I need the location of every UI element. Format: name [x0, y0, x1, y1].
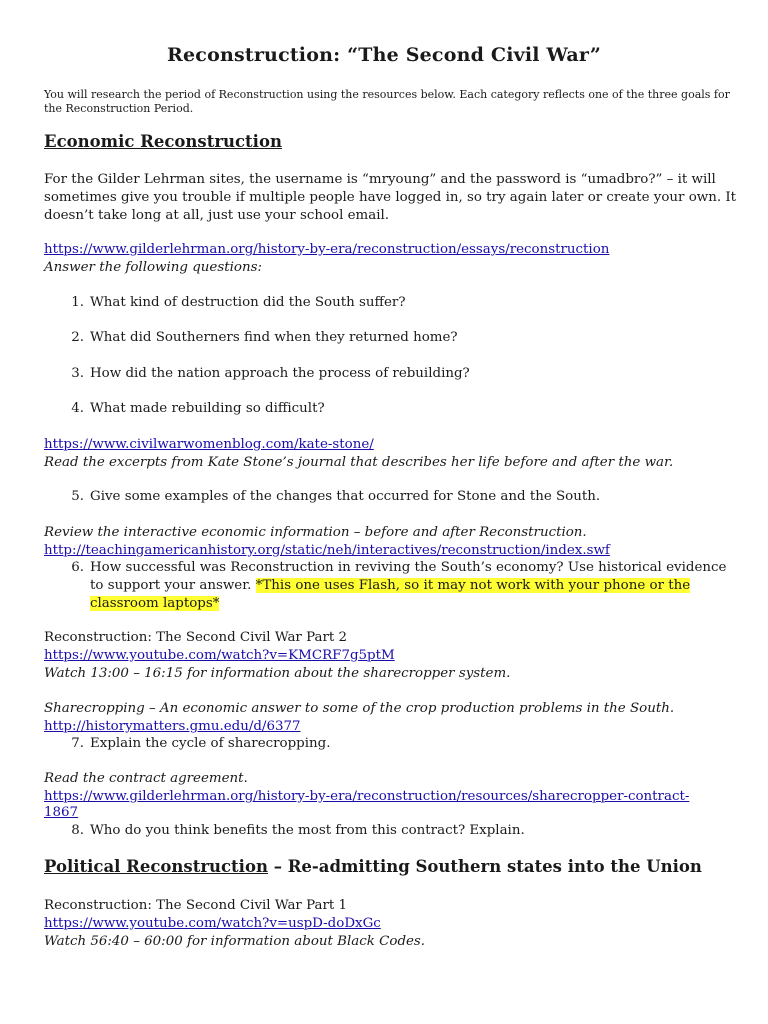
- watch-instruction-2: Watch 56:40 – 60:00 for information about Black Codes.: [44, 934, 426, 949]
- sharecropper-contract-link-continued[interactable]: 1867: [44, 805, 79, 820]
- political-heading-subtitle: – Re-admitting Southern states into the Union: [267, 857, 702, 876]
- question-number: 1.: [71, 295, 84, 310]
- youtube-link-part2[interactable]: https://www.youtube.com/watch?v=KMCRF7g5ptM: [44, 648, 395, 663]
- flash-warning-highlight-continued: classroom laptops*: [90, 596, 220, 611]
- question-text: What made rebuilding so difficult?: [90, 401, 325, 416]
- answer-prompt: Answer the following questions:: [44, 260, 262, 275]
- sharecropping-note: Sharecropping – An economic answer to some of the crop production problems in the South.: [44, 701, 675, 716]
- gilder-login-line-1: For the Gilder Lehrman sites, the username is “mryoung” and the password is “umadbro?” – it will: [44, 172, 716, 187]
- gilder-login-line-2: sometimes give you trouble if multiple people have logged in, so try again later or create your own. It: [44, 190, 737, 205]
- economic-heading: Economic Reconstruction: [44, 132, 282, 151]
- question-number: 8.: [71, 823, 84, 838]
- political-heading-title: Political Reconstruction: [44, 857, 268, 876]
- intro-line-2: the Reconstruction Period.: [44, 102, 194, 115]
- political-heading: [44, 857, 702, 876]
- question-text: How did the nation approach the process of rebuilding?: [90, 366, 470, 381]
- question-text: Who do you think benefits the most from this contract? Explain.: [90, 823, 525, 838]
- gilder-essay-link[interactable]: https://www.gilderlehrman.org/history-by-era/reconstruction/essays/reconstruction: [44, 242, 610, 257]
- youtube-link-part1[interactable]: https://www.youtube.com/watch?v=uspD-doDxGc: [44, 916, 381, 931]
- question-number: 5.: [71, 489, 84, 504]
- question-text: How successful was Reconstruction in reviving the South’s economy? Use historical evidence: [90, 560, 727, 575]
- sharecropper-contract-link[interactable]: https://www.gilderlehrman.org/history-by-era/reconstruction/resources/sharecropper-contract-: [44, 789, 690, 804]
- question-number: 3.: [71, 366, 84, 381]
- question-number: 6.: [71, 560, 84, 575]
- question-text: Give some examples of the changes that occurred for Stone and the South.: [90, 489, 601, 504]
- question-number: 4.: [71, 401, 84, 416]
- intro-line-1: You will research the period of Reconstruction using the resources below. Each category reflects one of the three goals for: [44, 88, 730, 101]
- gilder-login-line-3: doesn’t take long at all, just use your school email.: [44, 208, 390, 223]
- historymatters-link[interactable]: http://historymatters.gmu.edu/d/6377: [44, 719, 301, 734]
- question-text: What did Southerners find when they returned home?: [90, 330, 458, 345]
- question-number: 2.: [71, 330, 84, 345]
- question-text-plain: to support your answer.: [90, 578, 256, 593]
- video-title-part1: Reconstruction: The Second Civil War Part 1: [44, 898, 348, 913]
- question-text: Explain the cycle of sharecropping.: [90, 736, 331, 751]
- read-contract-note: Read the contract agreement.: [44, 771, 248, 786]
- read-excerpts-note: Read the excerpts from Kate Stone’s journal that describes her life before and after the war.: [44, 455, 674, 470]
- question-number: 7.: [71, 736, 84, 751]
- flash-warning-highlight: *This one uses Flash, so it may not work with your phone or the: [255, 578, 691, 593]
- video-title-part2: Reconstruction: The Second Civil War Part 2: [44, 630, 348, 645]
- question-text-continued: [90, 578, 690, 593]
- question-text: What kind of destruction did the South suffer?: [90, 295, 406, 310]
- interactive-link[interactable]: http://teachingamericanhistory.org/static/neh/interactives/reconstruction/index.swf: [44, 543, 610, 558]
- page-title: Reconstruction: “The Second Civil War”: [167, 44, 601, 66]
- review-interactive-note: Review the interactive economic information – before and after Reconstruction.: [44, 525, 587, 540]
- kate-stone-link[interactable]: https://www.civilwarwomenblog.com/kate-stone/: [44, 437, 374, 452]
- watch-instruction-1: Watch 13:00 – 16:15 for information about the sharecropper system.: [44, 666, 511, 681]
